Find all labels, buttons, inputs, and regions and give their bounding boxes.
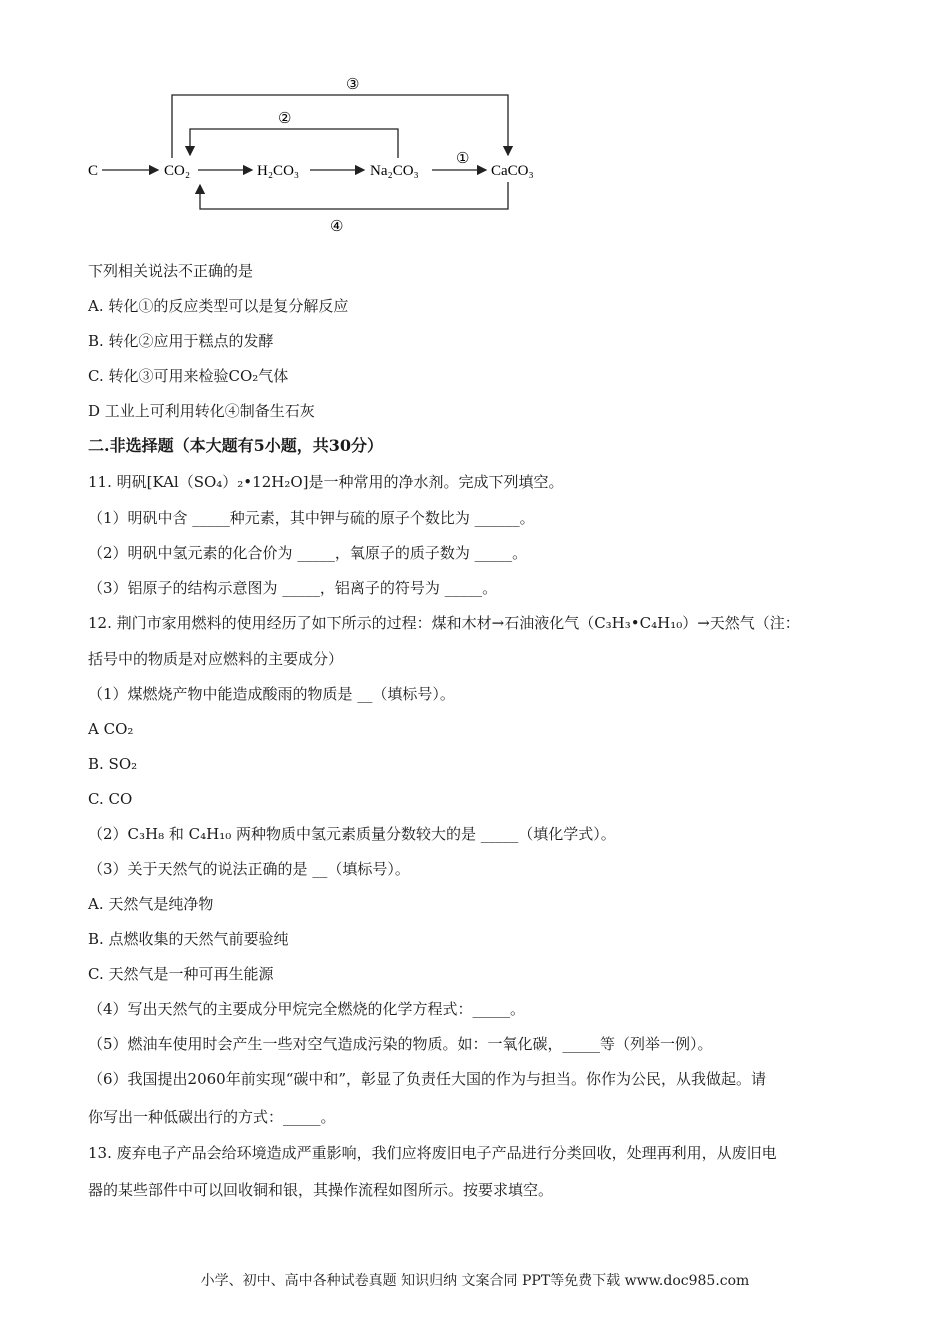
q10-stem: 下列相关说法不正确的是: [88, 262, 254, 280]
node-co2: CO₂: [164, 163, 191, 179]
q12-part3-option-a: A. 天然气是纯净物: [88, 895, 214, 913]
q11-stem: 11. 明矾[KAl（SO₄）₂•12H₂O]是一种常用的净水剂。完成下列填空。: [88, 473, 564, 491]
q12-part5: （5）燃油车使用时会产生一些对空气造成污染的物质。如：一氧化碳，_____等（列举一例）。: [88, 1035, 713, 1053]
mark-3: ③: [346, 77, 360, 93]
q12-stem-line1: 12. 荆门市家用燃料的使用经历了如下所示的过程：煤和木材→石油液化气（C₃H₃•C₄H₁₀）→天然气（注：: [88, 614, 800, 632]
q11-part2: （2）明矾中氢元素的化合价为 _____，氧原子的质子数为 _____。: [88, 544, 528, 562]
node-c: C: [88, 163, 99, 179]
section-heading: 二.非选择题（本大题有5小题，共30分）: [88, 436, 383, 455]
q12-part1: （1）煤燃烧产物中能造成酸雨的物质是 __（填标号）。: [88, 685, 455, 703]
node-caco3: CaCO₃: [491, 163, 534, 179]
node-h2co3: H₂CO₃: [257, 163, 300, 179]
q12-part4: （4）写出天然气的主要成分甲烷完全燃烧的化学方程式：_____。: [88, 1000, 526, 1018]
q12-part3-option-c: C. 天然气是一种可再生能源: [88, 965, 274, 983]
q12-stem-line2: 括号中的物质是对应燃料的主要成分）: [88, 650, 344, 668]
q10-option-a: A. 转化①的反应类型可以是复分解反应: [88, 297, 349, 315]
q11-part3: （3）铝原子的结构示意图为 _____，铝离子的符号为 _____。: [88, 579, 498, 597]
q12-part1-option-a: A CO₂: [88, 720, 134, 738]
mark-2: ②: [278, 111, 292, 127]
q12-part1-option-c: C. CO: [88, 790, 133, 808]
node-na2co3: Na₂CO₃: [370, 163, 419, 179]
q12-part3-option-b: B. 点燃收集的天然气前要验纯: [88, 930, 289, 948]
q12-part6-line2: 你写出一种低碳出行的方式：_____。: [88, 1108, 336, 1126]
mark-4: ④: [330, 219, 344, 235]
page-footer: 小学、初中、高中各种试卷真题 知识归纳 文案合同 PPT等免费下载 www.doc985.com: [200, 1273, 750, 1289]
q13-line2: 器的某些部件中可以回收铜和银，其操作流程如图所示。按要求填空。: [88, 1181, 554, 1199]
q12-part3: （3）关于天然气的说法正确的是 __（填标号）。: [88, 860, 410, 878]
q11-part1: （1）明矾中含 _____种元素，其中钾与硫的原子个数比为 ______。: [88, 509, 535, 527]
mark-1: ①: [456, 151, 470, 167]
q12-part1-option-b: B. SO₂: [88, 755, 138, 773]
conversion-diagram: [80, 65, 560, 240]
q10-option-d: D 工业上可利用转化④制备生石灰: [88, 402, 315, 420]
q12-part6-line1: （6）我国提出2060年前实现“碳中和”，彰显了负责任大国的作为与担当。你作为公民，从我做起。请: [88, 1070, 767, 1088]
q12-part2: （2）C₃H₈ 和 C₄H₁₀ 两种物质中氢元素质量分数较大的是 _____（填化学式）。: [88, 825, 616, 843]
q10-option-b: B. 转化②应用于糕点的发酵: [88, 332, 274, 350]
q13-line1: 13. 废弃电子产品会给环境造成严重影响，我们应将废旧电子产品进行分类回收，处理再利用，从废旧电: [88, 1144, 777, 1162]
q10-option-c: C. 转化③可用来检验CO₂气体: [88, 367, 289, 385]
